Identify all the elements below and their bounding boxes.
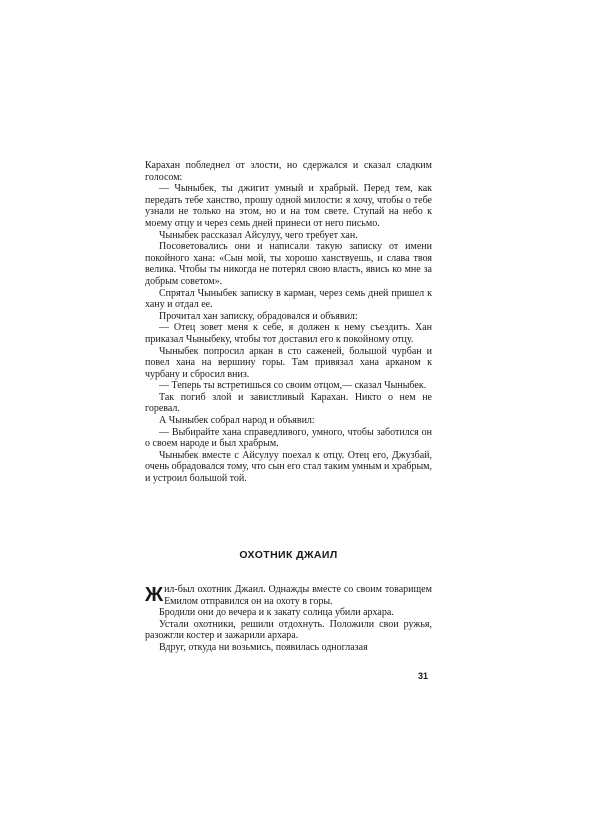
paragraph: А Чыныбек собрал народ и объявил: [159,415,315,427]
paragraph: Чыныбек рассказал Айсулуу, чего требует хан. [159,229,358,241]
story-text-top [145,160,432,485]
paragraph: Вдруг, откуда ни возьмись, появилась одноглазая [159,641,368,653]
paragraph: — Теперь ты встретишься со своим отцом,— сказал Чыныбек. [159,380,427,392]
story-title: ОХОТНИК ДЖАИЛ [239,549,338,561]
paragraph: Спрятал Чыныбек записку в карман, через семь дней пришел к хану и отдал ее. [145,287,432,311]
paragraph: Посоветовались они и написали такую записку от имени покойного хана: «Сын мой, ты хорошо ханствуешь, и слава твоя велика. Чтобы ты никогда не потерял свою власть, явись ко мне за добрым советом». [145,241,432,287]
paragraph: — Выбирайте хана справедливого, умного, чтобы заботился он о своем народе и был храбрым. [145,426,432,450]
opening-text: ил-был охотник Джаил. Однажды вместе со своим товарищем Емилом отправился он на охоту в горы. [164,584,432,607]
paragraph: — Отец зовет меня к себе, я должен к нему съездить. Хан приказал Чыныбеку, чтобы тот доставил его к покойному отцу. [145,322,432,345]
paragraph: Чыныбек вместе с Айсулуу поехал к отцу. Отец его, Джузбай, очень обрадовался тому, что сын его стал таким умным и храбрым, и устроил большой той. [145,449,432,485]
paragraph: Прочитал хан записку, обрадовался и объявил: [159,310,358,322]
opening-paragraph [145,584,432,607]
page-number: 31 [418,671,429,681]
paragraph: — Чыныбек, ты джигит умный и храбрый. Перед тем, как передать тебе ханство, прошу одной милости: я хочу, чтобы о тебе узнали не только на этом, но и на том свете. Ступай на небо к моему отцу и через семь дней принеси от него письмо. [145,183,432,229]
paragraph: Чыныбек попросил аркан в сто саженей, большой чурбан и повел хана на вершину горы. Там привязал хана арканом к чурбану и сбросил вниз. [145,345,432,380]
paragraph: Так погиб злой и завистливый Карахан. Никто о нем не горевал. [145,391,432,415]
paragraph: Устали охотники, решили отдохнуть. Положили свои ружья, разожгли костер и зажарили архара. [145,618,432,642]
story-text-bottom [145,584,432,654]
paragraph: Бродили они до вечера и к закату солнца убили архара. [159,607,394,619]
paragraph: Карахан побледнел от злости, но сдержался и сказал сладким голосом: [145,160,432,183]
drop-cap: Ж [145,584,164,606]
